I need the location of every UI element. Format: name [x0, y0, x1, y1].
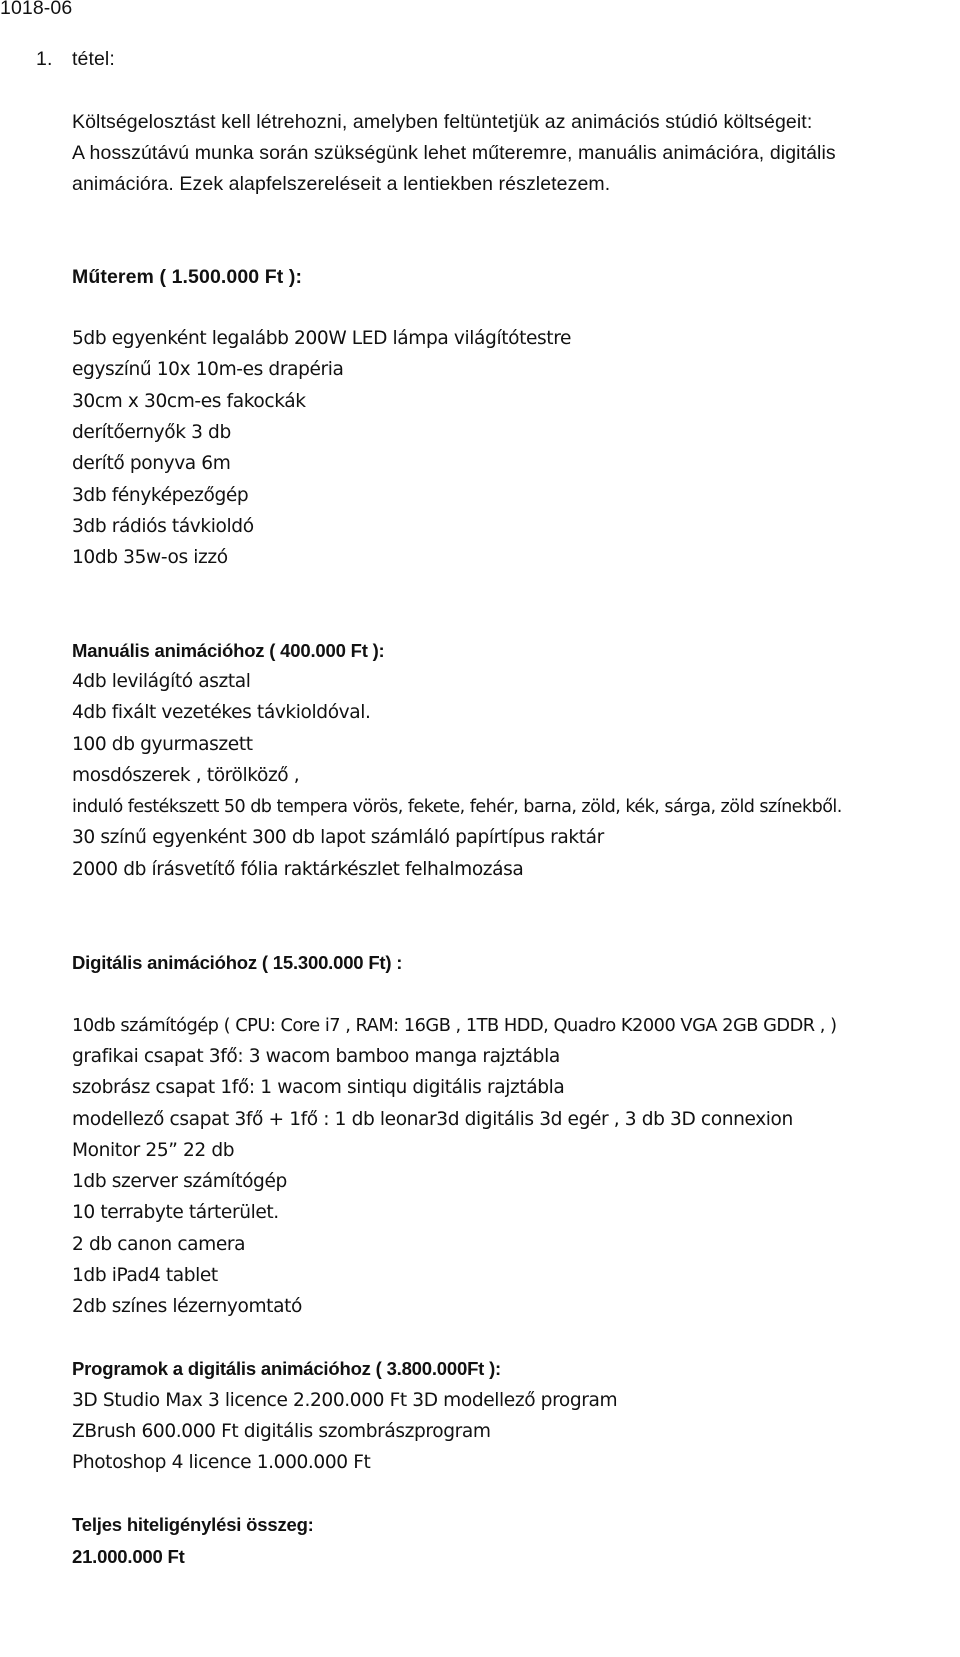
intro-line: animációra. Ezek alapfelszereléseit a lentiekben részletezem. [72, 173, 611, 195]
list-item: 5db egyenként legalább 200W LED lámpa világítótestre [72, 328, 572, 349]
list-item: 4db fixált vezetékes távkioldóval. [72, 702, 371, 723]
intro-line: A hosszútávú munka során szükségünk lehet műteremre, manuális animációra, digitális [72, 142, 836, 164]
document-code: 1018-06 [0, 0, 73, 19]
list-item: Photoshop 4 licence 1.000.000 Ft [72, 1452, 371, 1473]
list-item: mosdószerek , törölköző , [72, 765, 300, 786]
list-item: derítő ponyva 6m [72, 453, 231, 474]
list-item: 2 db canon camera [72, 1234, 246, 1255]
list-item: 1db iPad4 tablet [72, 1265, 218, 1286]
list-item: 3db rádiós távkioldó [72, 516, 254, 537]
list-item: Monitor 25” 22 db [72, 1140, 235, 1161]
list-item: 2000 db írásvetítő fólia raktárkészlet felhalmozása [72, 859, 524, 880]
list-item: grafikai csapat 3fő: 3 wacom bamboo manga rajztábla [72, 1046, 560, 1067]
list-item: 100 db gyurmaszett [72, 734, 253, 755]
section-heading-digital: Digitális animációhoz ( 15.300.000 Ft) : [72, 952, 403, 973]
intro-line: Költségelosztást kell létrehozni, amelyben feltüntetjük az animációs stúdió költségeit: [72, 111, 813, 133]
total-amount: 21.000.000 Ft [72, 1546, 185, 1567]
list-item: 30cm x 30cm-es fakockák [72, 391, 306, 412]
section-heading-studio: Műterem ( 1.500.000 Ft ): [72, 266, 303, 288]
list-item: 3db fényképezőgép [72, 485, 249, 506]
list-item: 3D Studio Max 3 licence 2.200.000 Ft 3D modellező program [72, 1390, 618, 1411]
list-item-number: 1. [36, 48, 53, 70]
list-item: 10db 35w-os izzó [72, 547, 228, 568]
list-item: egyszínű 10x 10m-es drapéria [72, 359, 344, 380]
list-item: 4db levilágító asztal [72, 671, 251, 692]
list-item: 30 színű egyenként 300 db lapot számláló papírtípus raktár [72, 827, 604, 848]
section-heading-software: Programok a digitális animációhoz ( 3.800.000Ft ): [72, 1358, 501, 1379]
section-heading-manual: Manuális animációhoz ( 400.000 Ft ): [72, 640, 385, 661]
list-item: derítőernyők 3 db [72, 422, 231, 443]
list-item: 10db számítógép ( CPU: Core i7 , RAM: 16GB , 1TB HDD, Quadro K2000 VGA 2GB GDDR , ) [72, 1015, 837, 1036]
list-item: ZBrush 600.000 Ft digitális szombrászprogram [72, 1421, 491, 1442]
list-item: induló festékszett 50 db tempera vörös, fekete, fehér, barna, zöld, kék, sárga, zöld színekből. [72, 797, 842, 817]
list-item: 10 terrabyte tárterület. [72, 1202, 279, 1223]
list-item: 2db színes lézernyomtató [72, 1296, 302, 1317]
list-item-title: tétel: [72, 48, 115, 70]
list-item: 1db szerver számítógép [72, 1171, 287, 1192]
total-label: Teljes hiteligénylési összeg: [72, 1514, 314, 1535]
list-item: modellező csapat 3fő + 1fő : 1 db leonar3d digitális 3d egér , 3 db 3D connexion [72, 1109, 793, 1130]
list-item: szobrász csapat 1fő: 1 wacom sintiqu digitális rajztábla [72, 1077, 565, 1098]
